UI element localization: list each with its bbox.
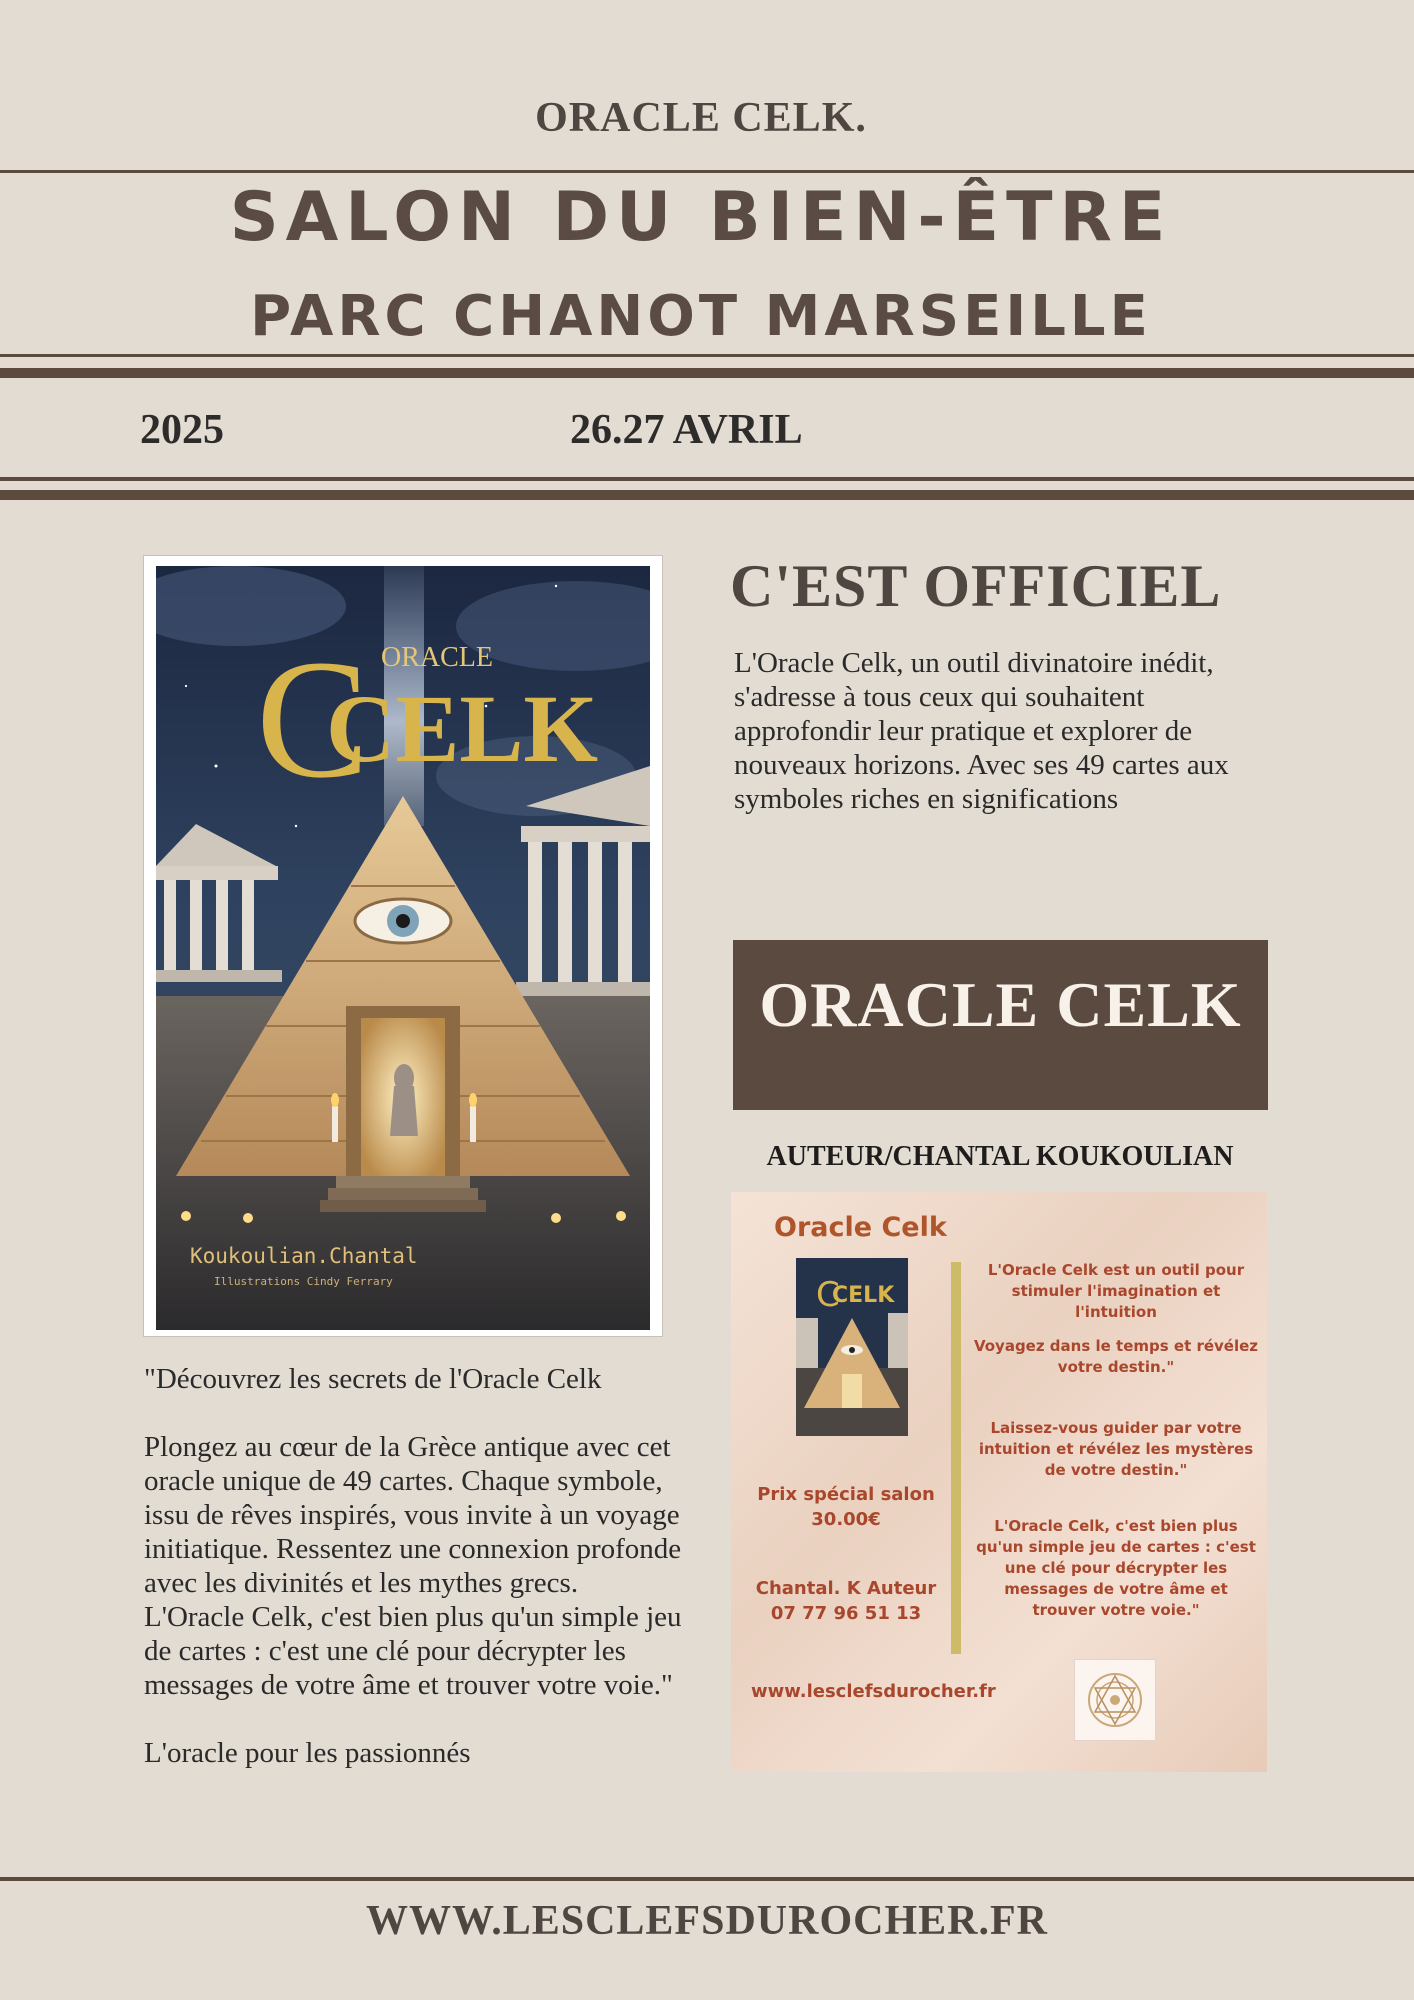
divider <box>0 170 1414 173</box>
divider <box>0 490 1414 500</box>
flyer-quote: Voyagez dans le temps et révélez votre destin." <box>973 1337 1259 1376</box>
cover-illustrator: Illustrations Cindy Ferrary <box>214 1275 393 1288</box>
description-tagline: L'oracle pour les passionnés <box>144 1737 471 1769</box>
cover-subtitle: ORACLE <box>381 642 493 673</box>
page-title: ORACLE CELK. <box>535 95 867 141</box>
cover-title-initial: C <box>256 625 370 813</box>
oracle-cover-image <box>156 566 650 1330</box>
flyer-contact-name: Chantal. K Auteur <box>755 1578 937 1599</box>
description-intro: "Découvrez les secrets de l'Oracle Celk <box>144 1363 602 1395</box>
flyer-cover-title: CELK <box>832 1283 895 1308</box>
event-title: SALON DU BIEN-ÊTRE <box>229 178 1173 257</box>
flyer-price-value: 30.00€ <box>811 1509 881 1530</box>
flyer-cover-thumbnail <box>796 1258 908 1436</box>
promo-flyer <box>731 1192 1267 1772</box>
official-description: L'Oracle Celk, un outil divinatoire inédit, s'adresse à tous ceux qui souhaitent approfondir leur pratique et explorer de nouveaux horizons. Avec ses 49 cartes aux symboles riches en significations <box>734 647 1229 815</box>
flyer-website-link[interactable]: www.lesclefsdurocher.fr <box>751 1681 996 1702</box>
description-paragraph: Plongez au cœur de la Grèce antique avec cet oracle unique de 49 cartes. Chaque symbole, issu de rêves inspirés, vous invite à un voyage initiatique. Ressentez une connexion profonde avec les divinités et les mythes grecs. L'Oracle Celk, c'est bien plus qu'un simple jeu de cartes : c'est une clé pour décrypter les messages de votre âme et trouver votre voie." <box>144 1431 682 1701</box>
description-block <box>144 1362 684 1804</box>
footer-website-link[interactable]: WWW.LESCLEFSDUROCHER.FR <box>366 1898 1048 1944</box>
divider <box>0 354 1414 357</box>
divider <box>0 1877 1414 1881</box>
flyer-quote: Laissez-vous guider par votre intuition et révélez les mystères de votre destin." <box>978 1419 1254 1479</box>
cover-author: Koukoulian.Chantal <box>190 1244 418 1268</box>
mandala-logo-icon <box>1074 1659 1156 1741</box>
author-line: AUTEUR/CHANTAL KOUKOULIAN <box>766 1141 1234 1172</box>
flyer-divider <box>951 1262 961 1654</box>
event-location: PARC CHANOT MARSEILLE <box>250 284 1152 349</box>
event-dates: 26.27 AVRIL <box>570 407 803 453</box>
brand-banner <box>733 940 1268 1110</box>
flyer-contact <box>751 1576 941 1626</box>
flyer-price-label: Prix spécial salon <box>757 1484 935 1505</box>
flyer-price <box>751 1482 941 1532</box>
event-year: 2025 <box>140 407 224 453</box>
flyer-cover-initial: C <box>816 1275 840 1315</box>
divider <box>0 368 1414 378</box>
flyer-title: Oracle Celk <box>774 1212 947 1243</box>
cover-title: CELK <box>326 675 599 782</box>
official-heading: C'EST OFFICIEL <box>730 553 1222 619</box>
divider <box>0 477 1414 481</box>
flyer-phone: 07 77 96 51 13 <box>770 1603 922 1624</box>
flyer-quote: L'Oracle Celk est un outil pour stimuler l'imagination et l'intuition <box>987 1261 1245 1321</box>
flyer-quote: L'Oracle Celk, c'est bien plus qu'un simple jeu de cartes : c'est une clé pour décrypter les messages de votre âme et trouver votre voie." <box>976 1517 1256 1619</box>
brand-banner-label: ORACLE CELK <box>759 969 1242 1040</box>
